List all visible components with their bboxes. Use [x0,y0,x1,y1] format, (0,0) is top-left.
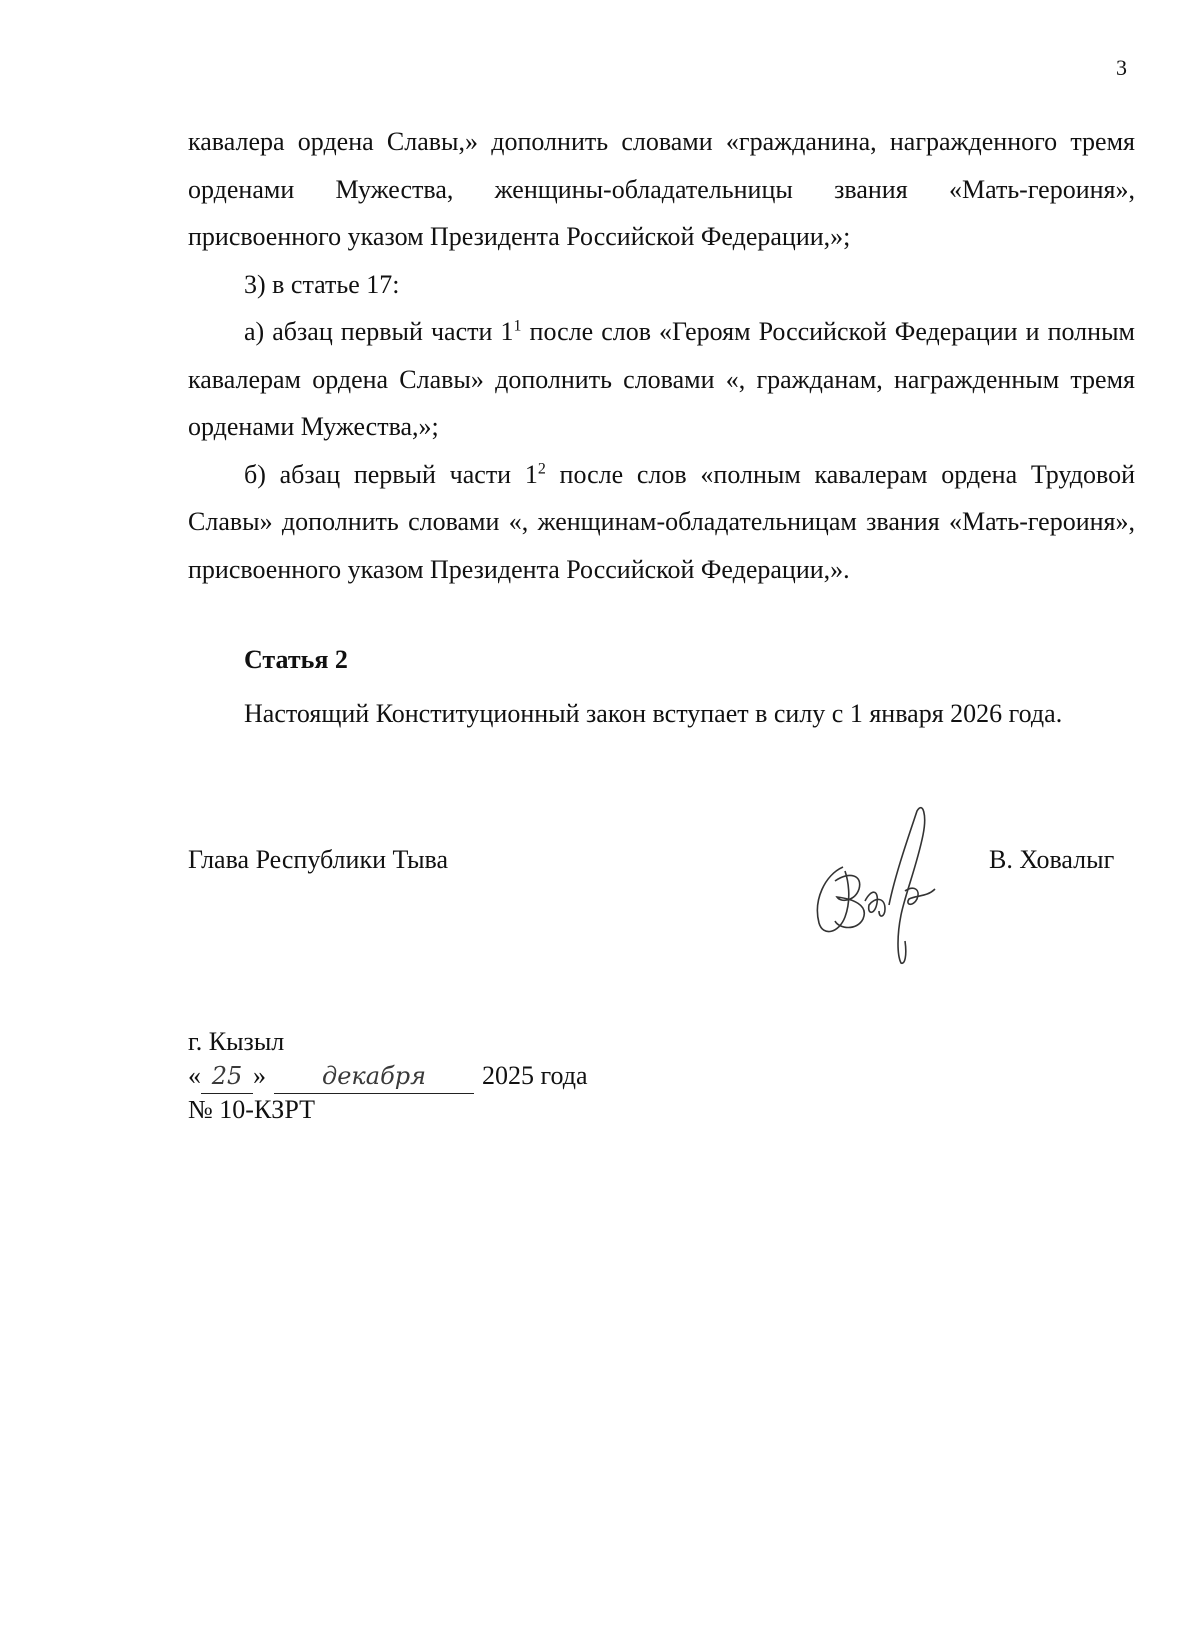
item-b-superscript: 2 [537,459,546,477]
paragraph-item-a [188,308,1135,451]
item-b-before: б) абзац первый части 1 [244,459,538,489]
item-b-after: после слов «полным кавалерам ордена Трудовой Славы» дополнить словами «, женщинам-обладательницам звания «Мать-героиня», присвоенного указом Президента Российской Федерации,». [188,459,1135,584]
item-a-superscript: 1 [513,317,522,335]
signatory-name: В. Ховалыг [989,845,1115,874]
date-quote-close: » [253,1061,266,1090]
paragraph-continuation: кавалера ордена Славы,» дополнить словами «гражданина, награжденного тремя орденами Мужества, женщины-обладательницы звания «Мать-героиня», присвоенного указом Президента Российской Федерации,»; [188,127,1135,251]
document-body [188,118,1135,593]
item-a-before: а) абзац первый части 1 [244,317,514,346]
article-2-body [188,690,1135,738]
paragraph-article-17-intro: 3) в статье 17: [244,269,400,299]
law-number: № 10-КЗРТ [188,1095,315,1124]
signatory-title: Глава Республики Тыва [188,845,449,874]
page-number: 3 [1116,55,1127,80]
date-year: 2025 года [482,1061,588,1090]
article-2-text: Настоящий Конституционный закон вступает в силу с 1 января 2026 года. [244,699,1063,728]
place-of-signing: г. Кызыл [188,1027,285,1056]
handwritten-month: декабря [274,1059,474,1094]
date-line [188,1059,588,1094]
date-quote-open: « [188,1061,201,1090]
handwritten-signature [805,805,955,965]
item-a-after: после слов «Героям Российской Федерации и полным кавалерам ордена Славы» дополнить словами «, гражданам, награжденным тремя орденами Мужества,»; [188,317,1135,441]
handwritten-day: 25 [201,1059,253,1094]
paragraph-item-b [188,451,1135,594]
article-2-heading: Статья 2 [244,645,348,674]
